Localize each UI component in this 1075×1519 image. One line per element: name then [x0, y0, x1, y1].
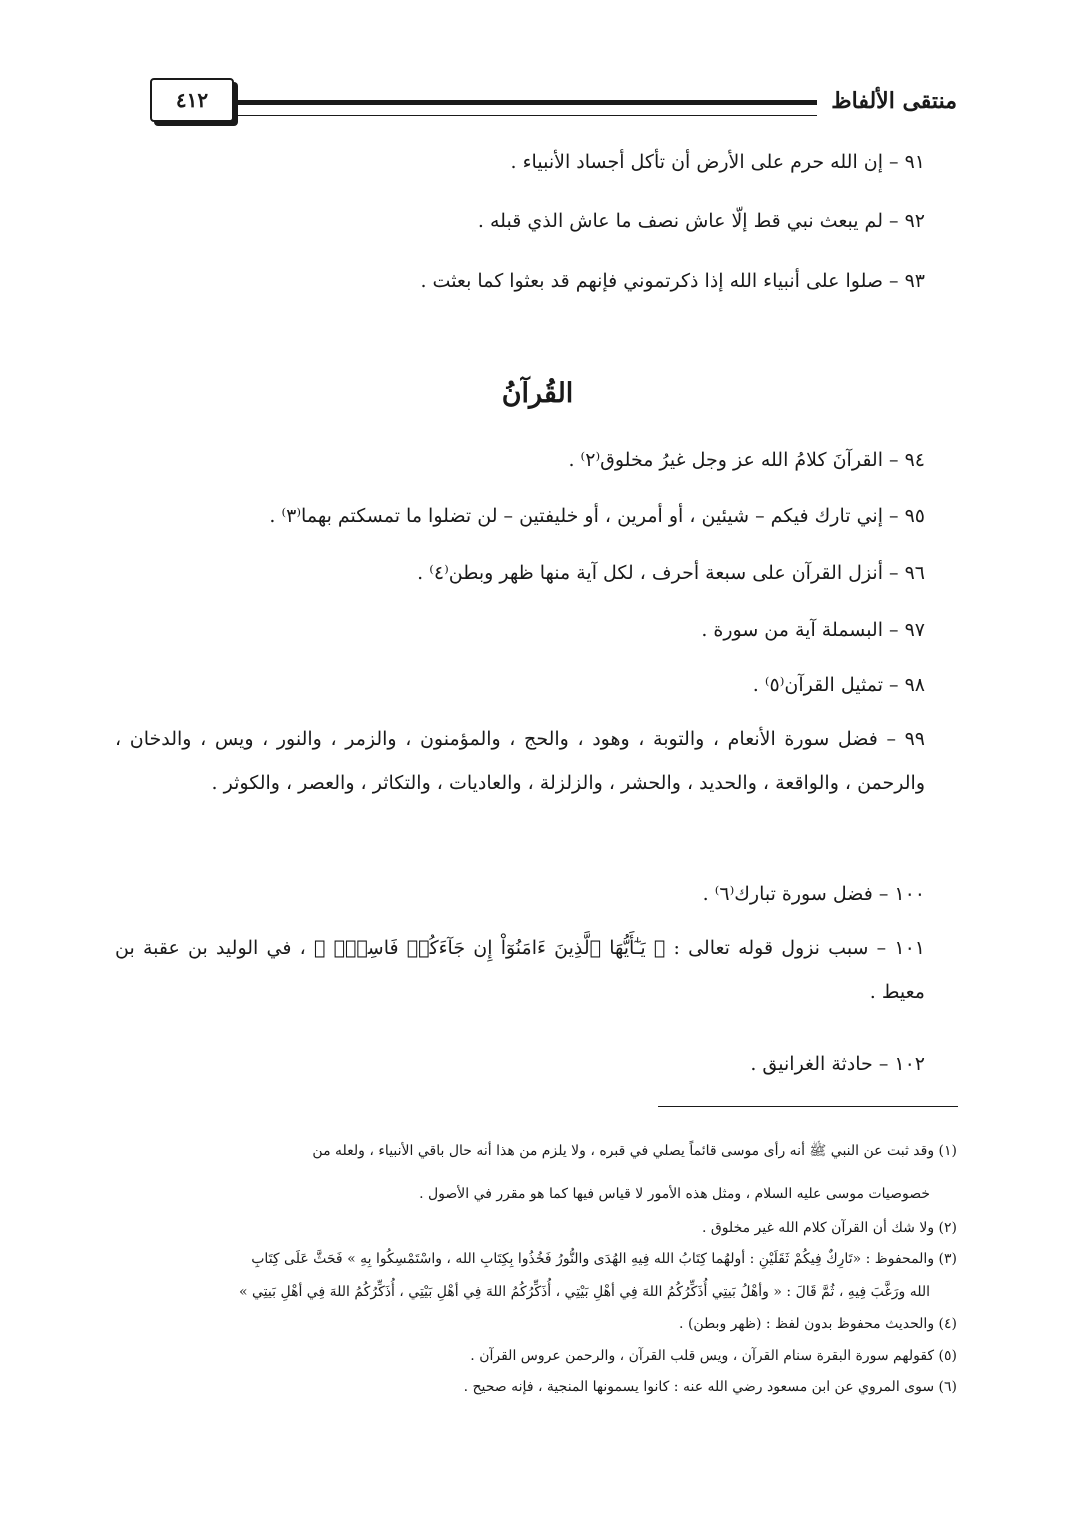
list-item: ١٠٢ – حادثة الغرانيق . [750, 1053, 925, 1075]
list-item: ١٠١ – سبب نزول قوله تعالى : ﴿ يَـٰٓأَيُّهَا ٱلَّذِينَ ءَامَنُوٓاْ إِن جَآءَكُمۡ فَاسِقُۢ ﴾ ، في الوليد بن عقبة بن معيط . [115, 937, 925, 1003]
footnote: (٣) والمحفوظ : «تَارِكٌ فِيكُمْ ثَقَلَيْنِ : أولهُما كِتَابُ الله فِيهِ الهُدَى والنُّورُ فَخُذُوا بِكِتَابِ الله ، واسْتَمْسِكُوا بِهِ » فَحَثَّ عَلَى كِتَابِ [251, 1251, 957, 1267]
footnote: خصوصيات موسى عليه السلام ، ومثل هذه الأمور لا قياس فيها كما هو مقرر في الأصول . [419, 1186, 930, 1202]
section-title: القُرآنُ [501, 378, 574, 409]
footnote: الله ورَغَّبَ فِيهِ ، ثُمَّ قَالَ : « وأهْلُ بَيتِي أُذَكِّرُكُمُ اللهَ فِي أهْلِ بَيْتِي ، أُذَكِّرُكُمُ اللهَ فِي أهْلِ بَيْتِي ، أُذَكِّرُكُمُ اللهَ فِي أهْلِ بَيتِي » [239, 1284, 930, 1300]
footnote: (٢) ولا شك أن القرآن كلام الله غير مخلوق . [701, 1220, 957, 1236]
page-header [115, 78, 957, 128]
footnote: (٥) كقولهم سورة البقرة سنام القرآن ، ويس قلب القرآن ، والرحمن عروس القرآن . [470, 1348, 957, 1364]
running-title: منتقى الألفاظ [831, 88, 957, 114]
footnote: (١) وقد ثبت عن النبي ﷺ أنه رأى موسى قائماً يصلي في قبره ، ولا يلزم من هذا أنه حال باقي الأنبياء ، ولعله من [312, 1143, 957, 1159]
list-item: ٩١ – إن الله حرم على الأرض أن تأكل أجساد الأنبياء . [510, 151, 925, 173]
list-item: ٩٤ – القرآنَ كلامُ الله عز وجل غيرُ مخلوق⁽٢⁾ . [568, 449, 925, 471]
footnote: (٤) والحديث محفوظ بدون لفظ : (ظهر وبطن) . [679, 1316, 957, 1332]
footnote: (٦) سوى المروي عن ابن مسعود رضي الله عنه : كانوا يسمونها المنجية ، فإنه صحيح . [463, 1379, 957, 1395]
list-item: ٩٨ – تمثيل القرآن⁽٥⁾ . [752, 674, 925, 696]
footnote-rule [658, 1106, 958, 1107]
page-number: ٤١٢ [150, 78, 234, 122]
list-item: ٩٣ – صلوا على أنبياء الله إذا ذكرتموني فإنهم قد بعثوا كما بعثت . [420, 270, 925, 292]
list-item: ٩٢ – لم يبعث نبي قط إلّا عاش نصف ما عاش الذي قبله . [477, 210, 925, 232]
list-item: ٩٦ – أنزل القرآن على سبعة أحرف ، لكل آية منها ظهر وبطن⁽٤⁾ . [417, 562, 925, 584]
header-rule [235, 100, 817, 116]
list-item: ٩٩ – فضل سورة الأنعام ، والتوبة ، وهود ، والحج ، والمؤمنون ، والزمر ، والنور ، ويس ، والدخان ، والرحمن ، والواقعة ، والحديد ، والحشر ، والزلزلة ، والعاديات ، والتكاثر ، والعصر ، والكوثر . [115, 728, 925, 794]
list-item: ١٠٠ – فضل سورة تبارك⁽٦⁾ . [702, 883, 925, 905]
list-item: ٩٧ – البسملة آية من سورة . [701, 619, 925, 641]
list-item: ٩٥ – إني تارك فيكم – شيئين ، أو أمرين ، أو خليفتين – لن تضلوا ما تمسكتم بهما⁽٣⁾ . [269, 505, 925, 527]
